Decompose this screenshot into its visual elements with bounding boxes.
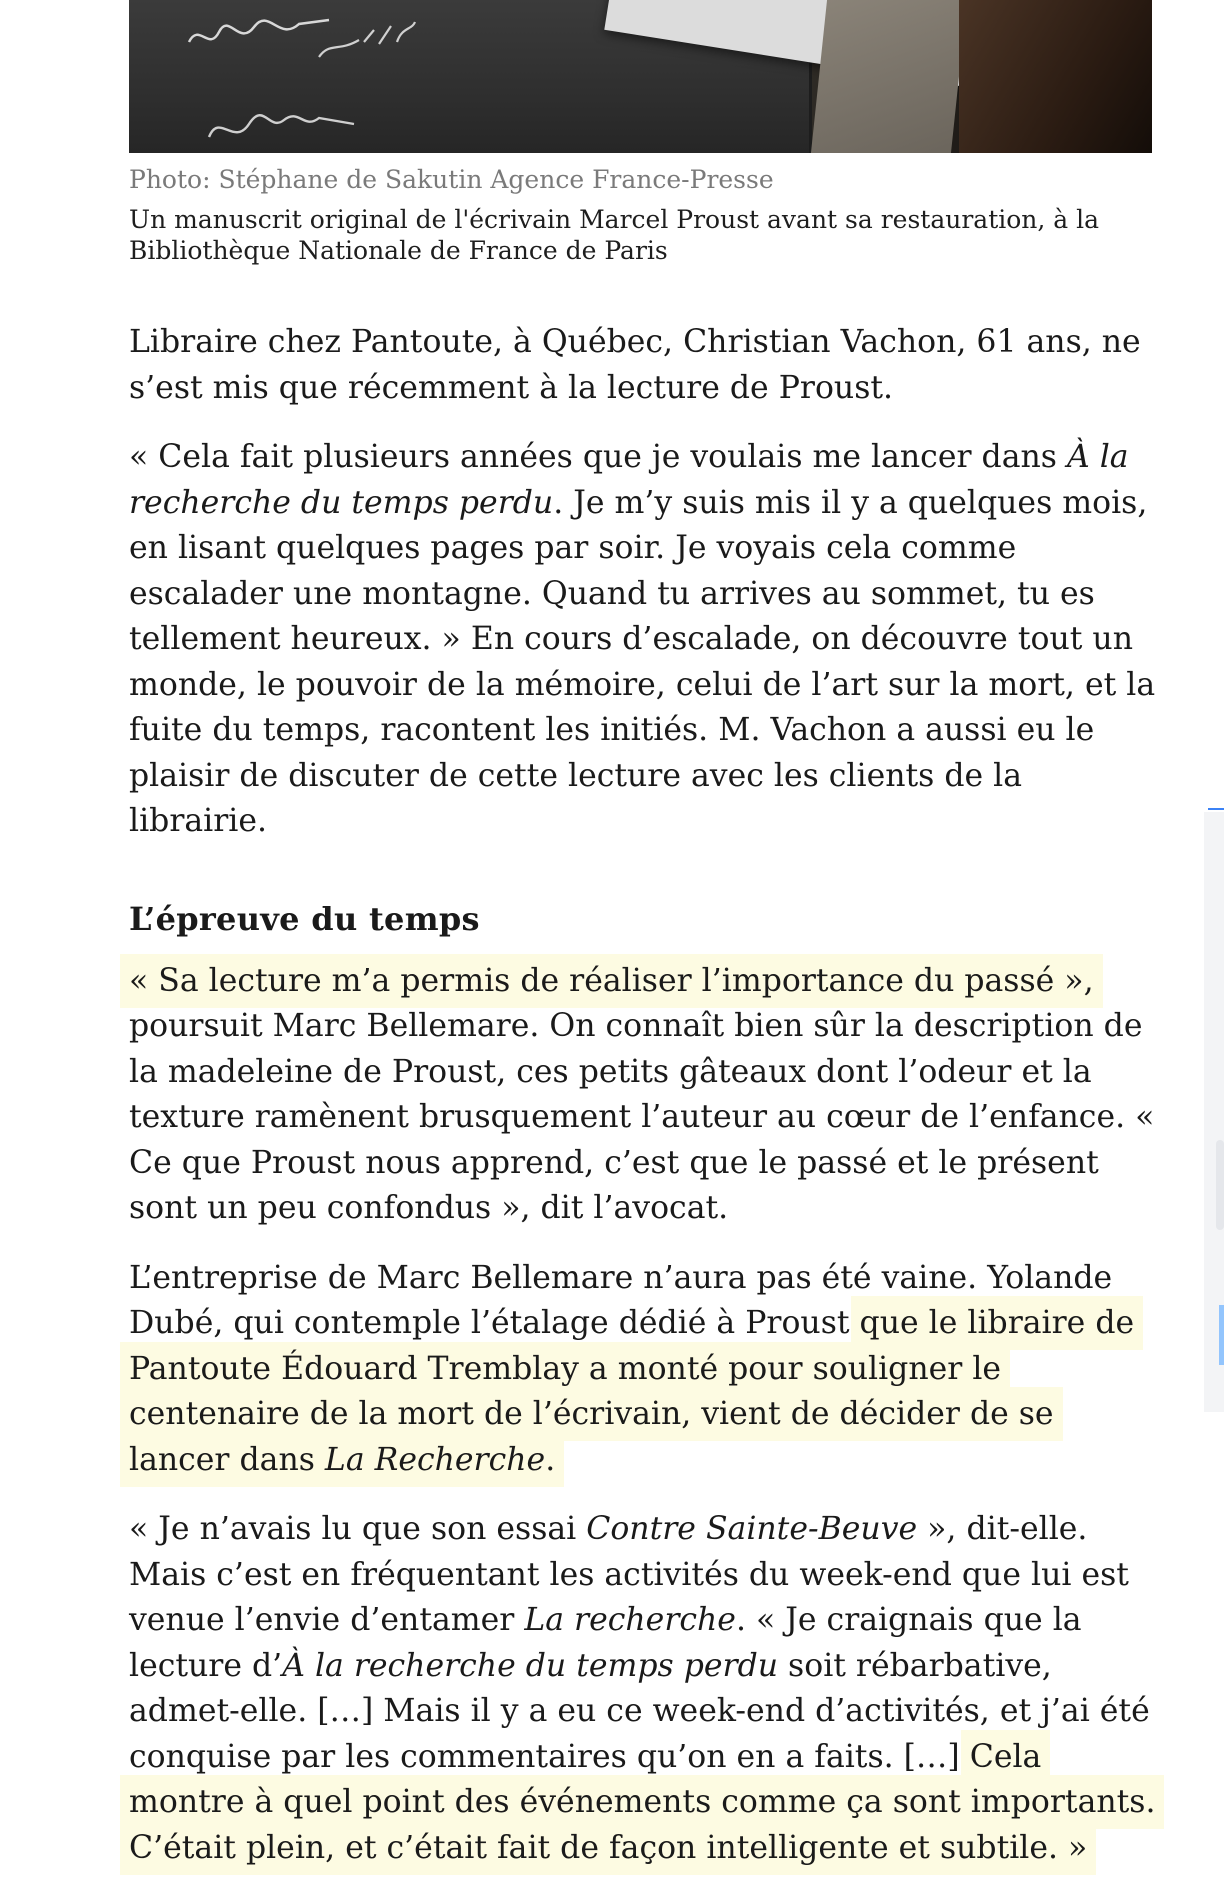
paragraph-2: « Cela fait plusieurs années que je voulais me lancer dans À la recherche du temps perdu. Je m’y suis mis il y a quelques mois, en lisant quelques pages par soir. Je voyais cela comme escalader une montagne. Quand tu arrives au sommet, tu es tellement heureux. » En cours d’escalade, on découvre tout un monde, le pouvoir de la mémoire, celui de l’art sur la mort, et la fuite du temps, racontent les initiés. M. Vachon a aussi eu le plaisir de discuter de cette lecture avec les clients de la librairie. (129, 439, 1156, 839)
scroll-indicator (1208, 808, 1224, 810)
article-photo (129, 0, 1152, 153)
photo-caption: Un manuscrit original de l'écrivain Marcel Proust avant sa restauration, à la Bibliothèque Nationale de France de Paris (129, 205, 1100, 265)
photo-handwriting-icon (159, 10, 459, 152)
paragraph-4: L’entreprise de Marc Bellemare n’aura pas été vaine. Yolande Dubé, qui contemple l’étalage dédié à Proust que le libraire de Pantoute Édouard Tremblay a monté pour souligner le centenaire de la mort de l’écrivain, vient de décider de se lancer dans La Recherche. (129, 1259, 1135, 1478)
photo-wood-surface (959, 0, 1152, 153)
highlight: « Sa lecture m’a permis de réaliser l’importance du passé », (129, 962, 1094, 999)
photo-board (811, 0, 967, 153)
side-panel-marker (1219, 1305, 1224, 1365)
paragraph-5: « Je n’avais lu que son essai Contre Sainte-Beuve », dit-elle. Mais c’est en fréquentant les activités du week-end que lui est venue l’envie d’entamer La recherche. « Je craignais que la lecture d’À la recherche du temps perdu soit rébarbative, admet-elle. […] Mais il y a eu ce week-end d’activités, et j’ai été conquise par les commentaires qu’on en a faits. […] Cela montre à quel point des événements comme ça sont importants. C’était plein, et c’était fait de façon intelligente et subtile. » (129, 1511, 1156, 1866)
section-heading: L’épreuve du temps (129, 899, 480, 938)
book-title: À la recherche du temps perdu (129, 439, 1129, 521)
paragraph-1: Libraire chez Pantoute, à Québec, Christian Vachon, 61 ans, ne s’est mis que récemment à la lecture de Proust. (129, 324, 1141, 406)
article-body (129, 320, 1159, 1895)
highlight: que le libraire de Pantoute Édouard Tremblay a monté pour souligner le centenaire de la mort de l’écrivain, vient de décider de se lancer dans La Recherche. (129, 1305, 1135, 1478)
photo-credit: Photo: Stéphane de Sakutin Agence France-Presse (129, 165, 774, 194)
highlight: Cela montre à quel point des événements comme ça sont importants. C’était plein, et c’était fait de façon intelligente et subtile. » (129, 1738, 1156, 1866)
paragraph-3: « Sa lecture m’a permis de réaliser l’importance du passé », poursuit Marc Bellemare. On connaît bien sûr la description de la madeleine de Proust, ces petits gâteaux dont l’odeur et la texture ramènent brusquement l’auteur au cœur de l’enfance. « Ce que Proust nous apprend, c’est que le passé et le présent sont un peu confondus », dit l’avocat. (129, 962, 1155, 1226)
side-panel-handle[interactable] (1216, 1140, 1224, 1230)
